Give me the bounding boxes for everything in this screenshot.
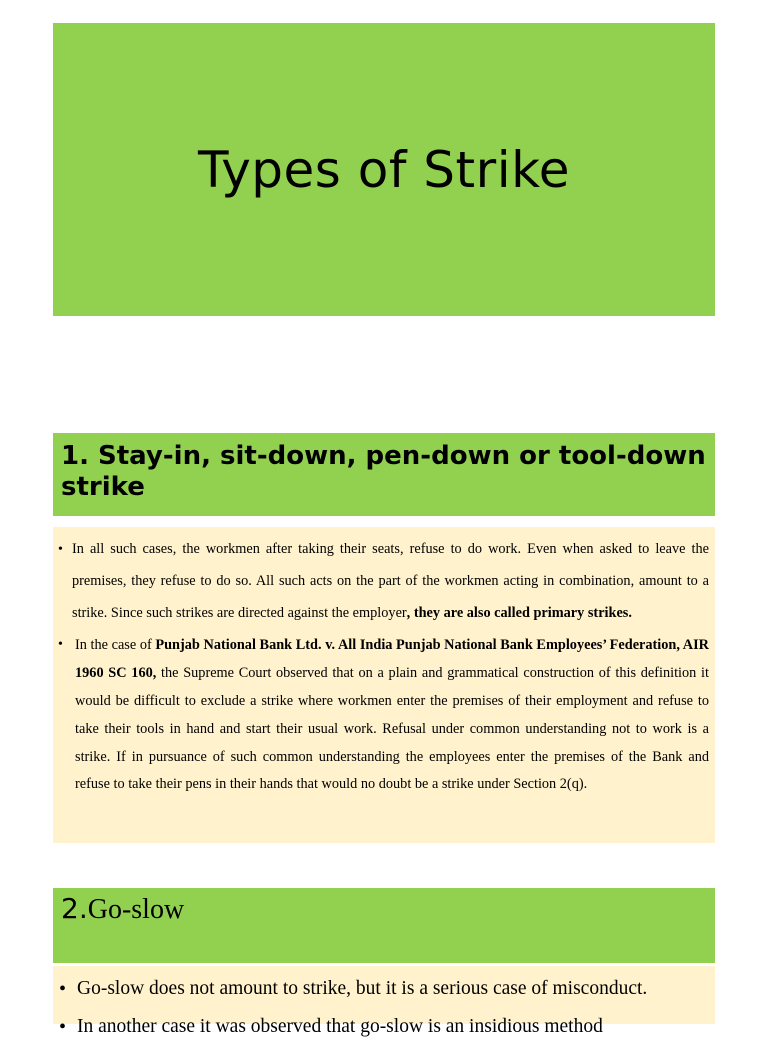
bullet-bold-text: , they are also called primary strikes. [406, 604, 632, 621]
bullet-icon: • [58, 637, 63, 653]
title-slide [53, 23, 715, 316]
section-1-heading: 1. Stay-in, sit-down, pen-down or tool-down strike [61, 441, 706, 502]
section-2-title: Go-slow [87, 894, 185, 925]
section-2-content [53, 966, 715, 1038]
section-2-heading [61, 890, 707, 930]
case-citation: Punjab National Bank Ltd. v. All India Punjab National Bank Employees’ Federation, AIR 1960 SC 160, [75, 637, 709, 682]
list-item [58, 538, 709, 629]
section-1-content [53, 527, 715, 843]
bullet-text [72, 632, 709, 799]
bullet-text: In another case it was observed that go-slow is an insidious method [77, 1016, 603, 1037]
slide-title: Types of Strike [197, 140, 571, 199]
section-1-heading-bar [53, 433, 715, 516]
section-2-heading-bar [53, 888, 715, 963]
bullet-body: the Supreme Court observed that on a plain and grammatical construction of this definition it would be difficult to exclude a strike where workmen enter the premises of their employment and refuse to take their tools in hand and start their usual work. Refusal under common understanding not to work is a strike. If in pursuance of such common understanding the employees enter the premises of the Bank and refuse to take their pens in their hands that would no doubt be a strike under Section 2(q). [75, 665, 709, 793]
section-2-number: 2. [61, 892, 88, 925]
bullet-body: In all such cases, the workmen after taking their seats, refuse to do work. Even when asked to leave the premises, they refuse to do so. All such acts on the part of the workmen acting in combination, amount to a strike. Since such strikes are directed against the employer [72, 541, 709, 621]
bullet-prefix: In the case of [75, 637, 156, 654]
bullet-icon: • [59, 1016, 67, 1038]
bullet-text [72, 534, 709, 629]
bullet-icon: • [59, 978, 67, 1000]
bullet-icon: • [58, 542, 63, 557]
list-item [59, 1008, 707, 1046]
bullet-text: Go-slow does not amount to strike, but it is a serious case of misconduct. [77, 978, 648, 999]
list-item [58, 632, 709, 799]
list-item [59, 970, 707, 1008]
